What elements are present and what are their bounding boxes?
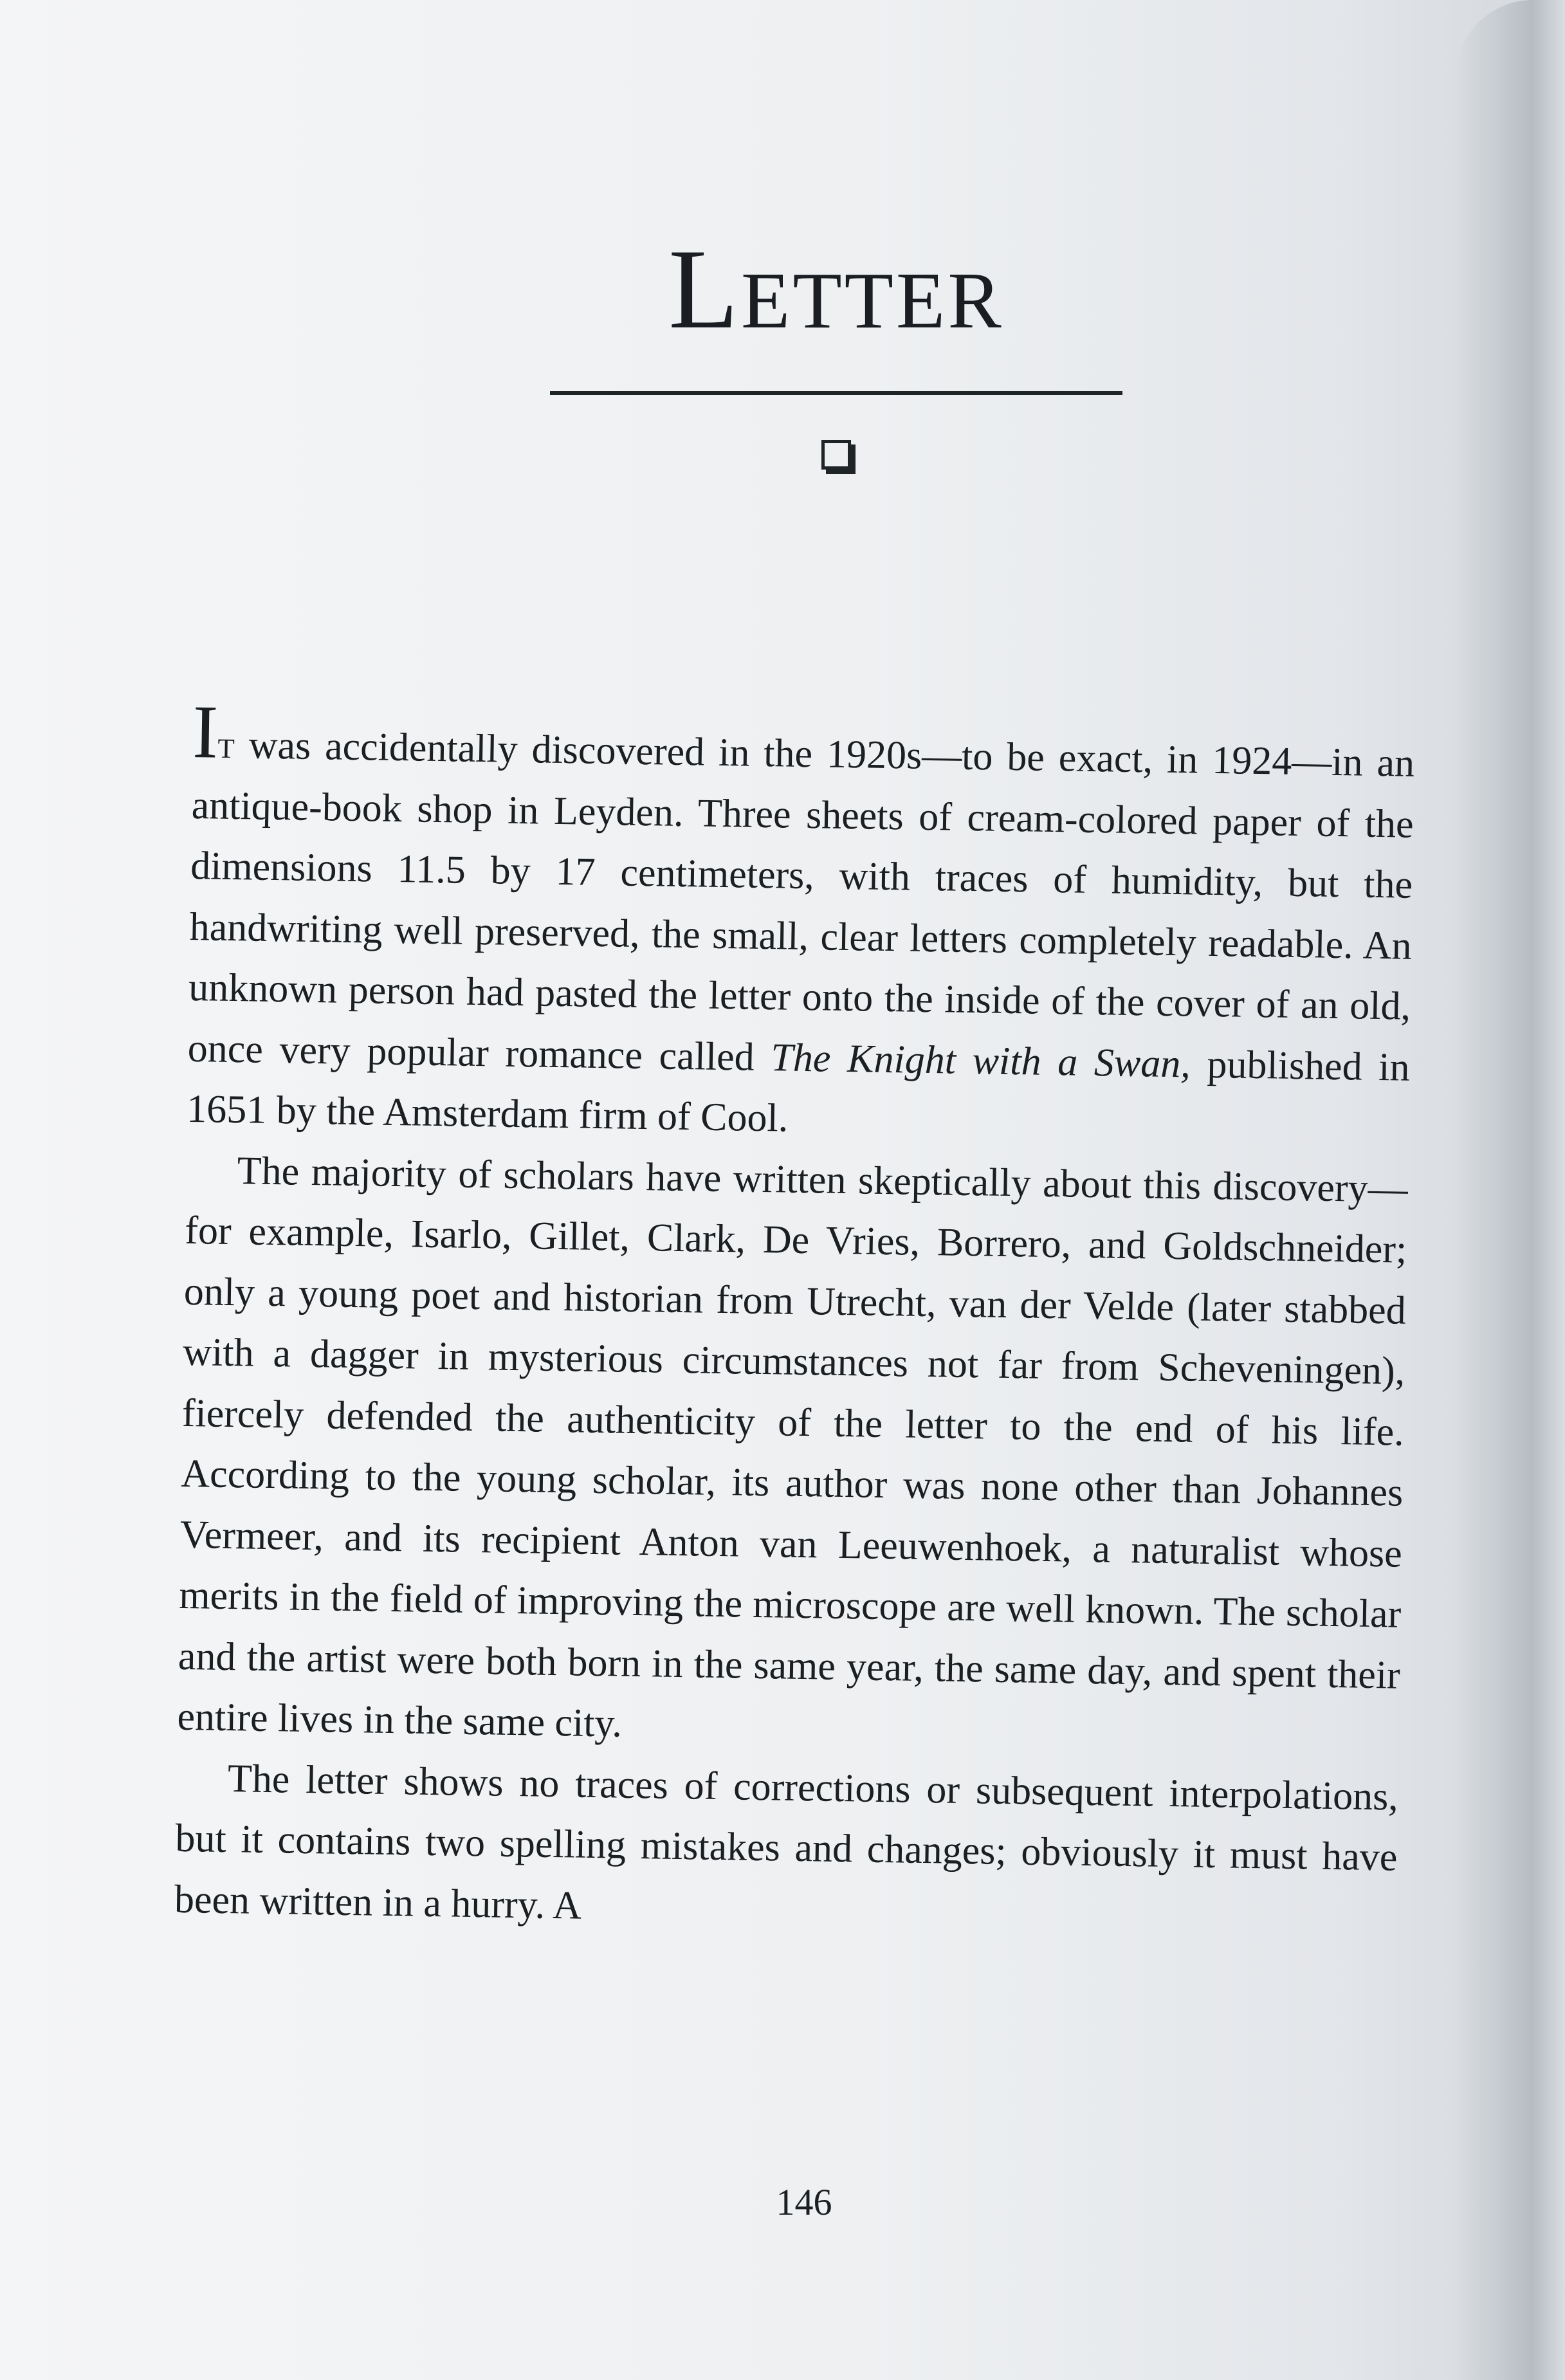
body-text — [174, 690, 1415, 1949]
chapter-header — [547, 225, 1126, 470]
book-title-italic: The Knight with a Swan, — [770, 1035, 1191, 1086]
lead-small-caps: t — [217, 722, 235, 767]
paragraph-3: The letter shows no traces of corrections or subsequent interpolations, but it contains two spelling mistakes and changes; obviously it must have been written in a hurry. A — [174, 1756, 1399, 1928]
paragraph-2: The majority of scholars have written skeptically about this discovery—for example, Isarlo, Gillet, Clark, De Vries, Borrero, and Goldschneider; only a young poet and historian from Utrecht, van der Velde (later stabbed with a dagger in mysterious circumstances not far from Scheveningen), fiercely defended the authenticity of the letter to the end of his life. According to the young scholar, its author was none other than Johannes Vermeer, and its recipient Anton van Leeuwenhoek, a naturalist whose merits in the field of improving the microscope are well known. The scholar and the artist were both born in the same year, the same day, and spent their entire lives in the same city. — [176, 1148, 1409, 1746]
page-number: 146 — [776, 2181, 832, 2223]
drop-cap: I — [192, 690, 219, 774]
paragraph-1-text: was accidentally discovered in the 1920s—to be exact, in 1924—in an antique-book shop in Leyden. Three sheets of cream-colored paper of the dimensions 11.5 by 17 centimeters, with traces of humidity, but the handwriting well preserved, the small, clear letters completely readable. An unknown person had pasted the letter onto the inside of the cover of an old, once very popular romance called — [187, 723, 1415, 1079]
next-page-edge — [1456, 0, 1565, 2380]
paragraph-1-text-end: published in 1651 by the Amsterdam firm of Cool. — [186, 1041, 1411, 1140]
chapter-title: Letter — [668, 225, 1004, 352]
title-rule — [550, 391, 1122, 395]
square-ornament-icon — [821, 440, 851, 470]
paragraph-1 — [186, 690, 1415, 1158]
